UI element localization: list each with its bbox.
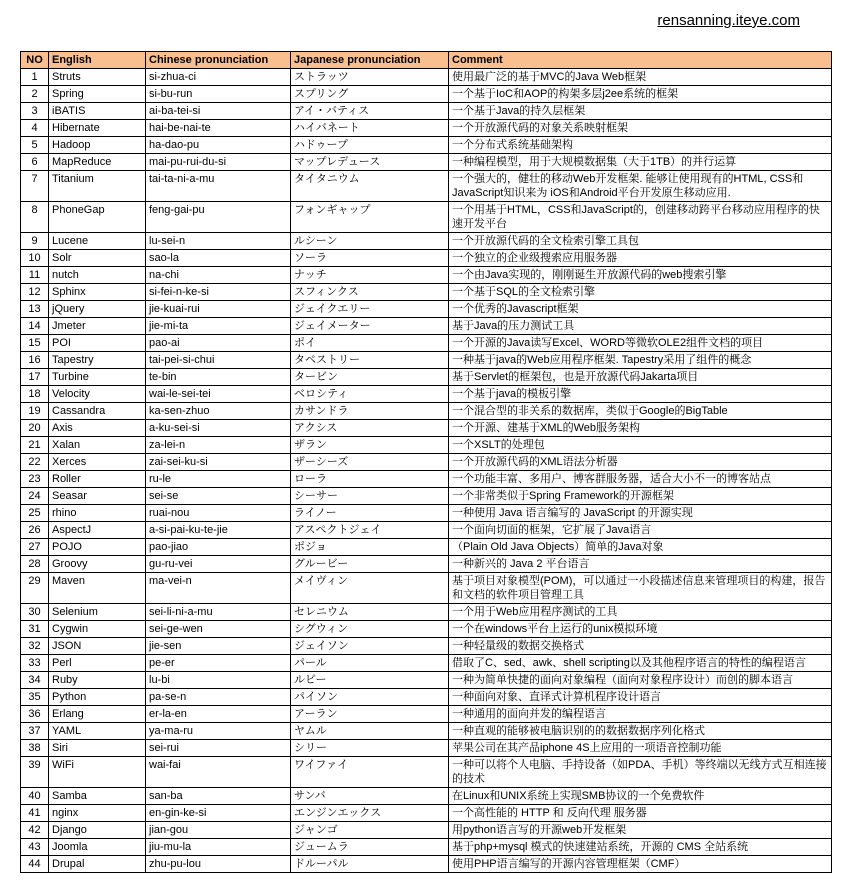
- cell-english: Roller: [49, 471, 146, 488]
- cell-japanese-pronunciation: シリー: [291, 740, 449, 757]
- cell-english: YAML: [49, 723, 146, 740]
- cell-japanese-pronunciation: ヤムル: [291, 723, 449, 740]
- table-row: [21, 573, 832, 604]
- table-row: [21, 556, 832, 573]
- cell-japanese-pronunciation: パール: [291, 655, 449, 672]
- cell-chinese-pronunciation: si-bu-run: [146, 86, 291, 103]
- cell-no: 25: [21, 505, 49, 522]
- cell-chinese-pronunciation: a-ku-sei-si: [146, 420, 291, 437]
- table-row: [21, 805, 832, 822]
- cell-comment: 一个用于Web应用程序测试的工具: [449, 604, 832, 621]
- cell-chinese-pronunciation: sei-li-ni-a-mu: [146, 604, 291, 621]
- cell-chinese-pronunciation: te-bin: [146, 369, 291, 386]
- cell-english: POJO: [49, 539, 146, 556]
- cell-comment: 一个XSLT的处理包: [449, 437, 832, 454]
- cell-no: 16: [21, 352, 49, 369]
- cell-english: Joomla: [49, 839, 146, 856]
- cell-chinese-pronunciation: pao-ai: [146, 335, 291, 352]
- cell-japanese-pronunciation: アスペクトジェイ: [291, 522, 449, 539]
- table-row: [21, 723, 832, 740]
- cell-no: 1: [21, 69, 49, 86]
- site-link[interactable]: rensanning.iteye.com: [657, 12, 800, 29]
- cell-chinese-pronunciation: wai-fai: [146, 757, 291, 788]
- cell-no: 32: [21, 638, 49, 655]
- cell-comment: （Plain Old Java Objects）简单的Java对象: [449, 539, 832, 556]
- cell-japanese-pronunciation: アーラン: [291, 706, 449, 723]
- header-row: [21, 52, 832, 69]
- cell-english: AspectJ: [49, 522, 146, 539]
- cell-chinese-pronunciation: tai-ta-ni-a-mu: [146, 171, 291, 202]
- cell-japanese-pronunciation: ストラッツ: [291, 69, 449, 86]
- cell-no: 38: [21, 740, 49, 757]
- cell-english: rhino: [49, 505, 146, 522]
- cell-chinese-pronunciation: si-fei-n-ke-si: [146, 284, 291, 301]
- cell-japanese-pronunciation: ポジョ: [291, 539, 449, 556]
- table-row: [21, 250, 832, 267]
- cell-english: Solr: [49, 250, 146, 267]
- cell-japanese-pronunciation: ジェイソン: [291, 638, 449, 655]
- table-row: [21, 154, 832, 171]
- cell-chinese-pronunciation: lu-sei-n: [146, 233, 291, 250]
- table-row: [21, 369, 832, 386]
- cell-comment: 一个独立的企业级搜索应用服务器: [449, 250, 832, 267]
- cell-japanese-pronunciation: ライノー: [291, 505, 449, 522]
- cell-no: 26: [21, 522, 49, 539]
- cell-english: nginx: [49, 805, 146, 822]
- cell-chinese-pronunciation: jie-sen: [146, 638, 291, 655]
- cell-no: 30: [21, 604, 49, 621]
- cell-english: Siri: [49, 740, 146, 757]
- table-row: [21, 335, 832, 352]
- table-row: [21, 655, 832, 672]
- cell-no: 3: [21, 103, 49, 120]
- cell-chinese-pronunciation: er-la-en: [146, 706, 291, 723]
- cell-no: 33: [21, 655, 49, 672]
- cell-english: Tapestry: [49, 352, 146, 369]
- cell-comment: 一个用基于HTML，CSS和JavaScript的，创建移动跨平台移动应用程序的快速开发平台: [449, 202, 832, 233]
- cell-chinese-pronunciation: sao-la: [146, 250, 291, 267]
- cell-comment: 一个基于java的模板引擎: [449, 386, 832, 403]
- table-row: [21, 706, 832, 723]
- cell-english: Axis: [49, 420, 146, 437]
- table-row: [21, 505, 832, 522]
- cell-english: Ruby: [49, 672, 146, 689]
- cell-comment: 一个基于Java的持久层框架: [449, 103, 832, 120]
- cell-chinese-pronunciation: san-ba: [146, 788, 291, 805]
- cell-no: 23: [21, 471, 49, 488]
- table-row: [21, 604, 832, 621]
- cell-chinese-pronunciation: mai-pu-rui-du-si: [146, 154, 291, 171]
- table-row: [21, 318, 832, 335]
- cell-comment: 使用PHP语言编写的开源内容管理框架（CMF）: [449, 856, 832, 873]
- table-row: [21, 202, 832, 233]
- cell-no: 13: [21, 301, 49, 318]
- cell-english: Jmeter: [49, 318, 146, 335]
- cell-comment: 使用最广泛的基于MVC的Java Web框架: [449, 69, 832, 86]
- cell-english: JSON: [49, 638, 146, 655]
- cell-no: 34: [21, 672, 49, 689]
- table-row: [21, 788, 832, 805]
- table-row: [21, 352, 832, 369]
- cell-japanese-pronunciation: タペストリー: [291, 352, 449, 369]
- cell-no: 15: [21, 335, 49, 352]
- table-row: [21, 454, 832, 471]
- table-row: [21, 386, 832, 403]
- cell-comment: 一种为简单快捷的面向对象编程（面向对象程序设计）而创的脚本语言: [449, 672, 832, 689]
- cell-no: 39: [21, 757, 49, 788]
- table-row: [21, 539, 832, 556]
- cell-comment: 一个开放源代码的全文检索引擎工具包: [449, 233, 832, 250]
- cell-english: Groovy: [49, 556, 146, 573]
- cell-comment: 一个开放源代码的XML语法分析器: [449, 454, 832, 471]
- cell-english: Struts: [49, 69, 146, 86]
- cell-comment: 基于Java的压力测试工具: [449, 318, 832, 335]
- table-row: [21, 522, 832, 539]
- table-row: [21, 86, 832, 103]
- cell-no: 12: [21, 284, 49, 301]
- cell-comment: 一个开放源代码的对象关系映射框架: [449, 120, 832, 137]
- cell-english: Lucene: [49, 233, 146, 250]
- cell-no: 8: [21, 202, 49, 233]
- cell-no: 5: [21, 137, 49, 154]
- cell-english: Erlang: [49, 706, 146, 723]
- cell-no: 7: [21, 171, 49, 202]
- cell-no: 24: [21, 488, 49, 505]
- cell-comment: 一种使用 Java 语言编写的 JavaScript 的开源实现: [449, 505, 832, 522]
- cell-japanese-pronunciation: ナッチ: [291, 267, 449, 284]
- cell-no: 37: [21, 723, 49, 740]
- cell-comment: 基于php+mysql 模式的快速建站系统，开源的 CMS 全站系统: [449, 839, 832, 856]
- cell-chinese-pronunciation: jiu-mu-la: [146, 839, 291, 856]
- cell-japanese-pronunciation: スプリング: [291, 86, 449, 103]
- cell-no: 22: [21, 454, 49, 471]
- cell-no: 35: [21, 689, 49, 706]
- pronunciation-table: [20, 51, 832, 873]
- cell-chinese-pronunciation: jie-kuai-rui: [146, 301, 291, 318]
- table-row: [21, 672, 832, 689]
- cell-comment: 一种可以将个人电脑、手持设备（如PDA、手机）等终端以无线方式互相连接的技术: [449, 757, 832, 788]
- cell-chinese-pronunciation: wai-le-sei-tei: [146, 386, 291, 403]
- cell-japanese-pronunciation: セレニウム: [291, 604, 449, 621]
- cell-comment: 一个分布式系统基础架构: [449, 137, 832, 154]
- cell-english: Spring: [49, 86, 146, 103]
- table-row: [21, 471, 832, 488]
- cell-japanese-pronunciation: ルビー: [291, 672, 449, 689]
- cell-comment: 用python语言写的开源web开发框架: [449, 822, 832, 839]
- cell-japanese-pronunciation: ルシーン: [291, 233, 449, 250]
- cell-no: 9: [21, 233, 49, 250]
- cell-chinese-pronunciation: pa-se-n: [146, 689, 291, 706]
- cell-chinese-pronunciation: lu-bi: [146, 672, 291, 689]
- table-row: [21, 120, 832, 137]
- table-row: [21, 403, 832, 420]
- table-row: [21, 171, 832, 202]
- table-row: [21, 284, 832, 301]
- cell-no: 21: [21, 437, 49, 454]
- cell-english: Seasar: [49, 488, 146, 505]
- cell-comment: 一个面向切面的框架，它扩展了Java语言: [449, 522, 832, 539]
- table-row: [21, 740, 832, 757]
- cell-no: 44: [21, 856, 49, 873]
- cell-comment: 一种基于java的Web应用程序框架. Tapestry采用了组件的概念: [449, 352, 832, 369]
- table-row: [21, 437, 832, 454]
- cell-english: Cygwin: [49, 621, 146, 638]
- cell-chinese-pronunciation: zhu-pu-lou: [146, 856, 291, 873]
- cell-no: 4: [21, 120, 49, 137]
- cell-no: 20: [21, 420, 49, 437]
- cell-japanese-pronunciation: ハイバネート: [291, 120, 449, 137]
- cell-english: Turbine: [49, 369, 146, 386]
- column-header-chinese-pronunciation: Chinese pronunciation: [146, 52, 291, 69]
- cell-japanese-pronunciation: アイ・バティス: [291, 103, 449, 120]
- cell-no: 28: [21, 556, 49, 573]
- cell-chinese-pronunciation: ru-le: [146, 471, 291, 488]
- table-row: [21, 233, 832, 250]
- cell-english: PhoneGap: [49, 202, 146, 233]
- cell-chinese-pronunciation: gu-ru-vei: [146, 556, 291, 573]
- cell-english: WiFi: [49, 757, 146, 788]
- cell-chinese-pronunciation: tai-pei-si-chui: [146, 352, 291, 369]
- cell-japanese-pronunciation: ソーラ: [291, 250, 449, 267]
- cell-comment: 一个混合型的非关系的数据库，类似于Google的BigTable: [449, 403, 832, 420]
- cell-chinese-pronunciation: ruai-nou: [146, 505, 291, 522]
- cell-chinese-pronunciation: na-chi: [146, 267, 291, 284]
- table-row: [21, 137, 832, 154]
- table-row: [21, 856, 832, 873]
- cell-english: Cassandra: [49, 403, 146, 420]
- cell-no: 2: [21, 86, 49, 103]
- cell-japanese-pronunciation: パイソン: [291, 689, 449, 706]
- cell-japanese-pronunciation: カサンドラ: [291, 403, 449, 420]
- cell-japanese-pronunciation: シグウィン: [291, 621, 449, 638]
- cell-no: 31: [21, 621, 49, 638]
- cell-japanese-pronunciation: ベロシティ: [291, 386, 449, 403]
- cell-english: Sphinx: [49, 284, 146, 301]
- column-header-japanese-pronunciation: Japanese pronunciation: [291, 52, 449, 69]
- cell-english: Drupal: [49, 856, 146, 873]
- cell-english: Velocity: [49, 386, 146, 403]
- cell-english: iBATIS: [49, 103, 146, 120]
- cell-japanese-pronunciation: ローラ: [291, 471, 449, 488]
- cell-comment: 在Linux和UNIX系统上实现SMB协议的一个免费软件: [449, 788, 832, 805]
- cell-chinese-pronunciation: ma-vei-n: [146, 573, 291, 604]
- table-row: [21, 822, 832, 839]
- cell-no: 42: [21, 822, 49, 839]
- cell-chinese-pronunciation: jian-gou: [146, 822, 291, 839]
- cell-japanese-pronunciation: ザラン: [291, 437, 449, 454]
- cell-chinese-pronunciation: ha-dao-pu: [146, 137, 291, 154]
- table-row: [21, 267, 832, 284]
- cell-chinese-pronunciation: ka-sen-zhuo: [146, 403, 291, 420]
- cell-comment: 一个由Java实现的，刚刚诞生开放源代码的web搜索引擎: [449, 267, 832, 284]
- cell-no: 11: [21, 267, 49, 284]
- cell-chinese-pronunciation: ai-ba-tei-si: [146, 103, 291, 120]
- cell-chinese-pronunciation: a-si-pai-ku-te-jie: [146, 522, 291, 539]
- cell-comment: 一种直观的能够被电脑识别的的数据数据序列化格式: [449, 723, 832, 740]
- column-header-english: English: [49, 52, 146, 69]
- cell-japanese-pronunciation: ワイファイ: [291, 757, 449, 788]
- cell-no: 27: [21, 539, 49, 556]
- cell-english: Maven: [49, 573, 146, 604]
- column-header-no: NO: [21, 52, 49, 69]
- cell-chinese-pronunciation: en-gin-ke-si: [146, 805, 291, 822]
- cell-chinese-pronunciation: pe-er: [146, 655, 291, 672]
- cell-no: 41: [21, 805, 49, 822]
- cell-english: Samba: [49, 788, 146, 805]
- table-row: [21, 420, 832, 437]
- cell-no: 40: [21, 788, 49, 805]
- cell-english: jQuery: [49, 301, 146, 318]
- table-row: [21, 69, 832, 86]
- cell-english: nutch: [49, 267, 146, 284]
- table-row: [21, 689, 832, 706]
- cell-no: 14: [21, 318, 49, 335]
- cell-english: Xerces: [49, 454, 146, 471]
- table-row: [21, 839, 832, 856]
- cell-comment: 基于项目对象模型(POM)，可以通过一小段描述信息来管理项目的构建，报告和文档的软件项目管理工具: [449, 573, 832, 604]
- cell-japanese-pronunciation: ドルーパル: [291, 856, 449, 873]
- table-body: [21, 69, 832, 873]
- cell-comment: 一个优秀的Javascript框架: [449, 301, 832, 318]
- cell-no: 17: [21, 369, 49, 386]
- cell-japanese-pronunciation: ザーシーズ: [291, 454, 449, 471]
- cell-comment: 借取了C、sed、awk、shell scripting以及其他程序语言的特性的编程语言: [449, 655, 832, 672]
- cell-comment: 一种编程模型，用于大规模数据集（大于1TB）的并行运算: [449, 154, 832, 171]
- cell-japanese-pronunciation: エンジンエックス: [291, 805, 449, 822]
- cell-japanese-pronunciation: シーサー: [291, 488, 449, 505]
- table-row: [21, 488, 832, 505]
- cell-no: 10: [21, 250, 49, 267]
- cell-comment: 一个开源的Java读写Excel、WORD等微软OLE2组件文档的项目: [449, 335, 832, 352]
- cell-japanese-pronunciation: スフィンクス: [291, 284, 449, 301]
- cell-comment: 苹果公司在其产品iphone 4S上应用的一项语音控制功能: [449, 740, 832, 757]
- cell-chinese-pronunciation: sei-se: [146, 488, 291, 505]
- cell-japanese-pronunciation: アクシス: [291, 420, 449, 437]
- cell-no: 43: [21, 839, 49, 856]
- cell-no: 36: [21, 706, 49, 723]
- cell-english: Xalan: [49, 437, 146, 454]
- cell-english: Perl: [49, 655, 146, 672]
- cell-comment: 一种通用的面向并发的编程语言: [449, 706, 832, 723]
- cell-english: Django: [49, 822, 146, 839]
- cell-comment: 一个强大的，健壮的移动Web开发框架. 能够让使用现有的HTML, CSS和JavaScript知识来为 iOS和Android平台开发原生移动应用.: [449, 171, 832, 202]
- table-header: [21, 52, 832, 69]
- cell-comment: 一个高性能的 HTTP 和 反向代理 服务器: [449, 805, 832, 822]
- table-row: [21, 757, 832, 788]
- cell-english: Selenium: [49, 604, 146, 621]
- table-row: [21, 103, 832, 120]
- cell-no: 19: [21, 403, 49, 420]
- table-row: [21, 621, 832, 638]
- cell-english: Hibernate: [49, 120, 146, 137]
- cell-japanese-pronunciation: ジュームラ: [291, 839, 449, 856]
- cell-comment: 一种新兴的 Java 2 平台语言: [449, 556, 832, 573]
- cell-comment: 基于Servlet的框架包，也是开放源代码Jakarta项目: [449, 369, 832, 386]
- cell-comment: 一个开源、建基于XML的Web服务架构: [449, 420, 832, 437]
- cell-no: 29: [21, 573, 49, 604]
- cell-japanese-pronunciation: タイタニウム: [291, 171, 449, 202]
- cell-chinese-pronunciation: pao-jiao: [146, 539, 291, 556]
- cell-chinese-pronunciation: si-zhua-ci: [146, 69, 291, 86]
- cell-chinese-pronunciation: za-lei-n: [146, 437, 291, 454]
- cell-japanese-pronunciation: フォンギャップ: [291, 202, 449, 233]
- cell-comment: 一种轻量级的数据交换格式: [449, 638, 832, 655]
- cell-japanese-pronunciation: マップレデュース: [291, 154, 449, 171]
- cell-japanese-pronunciation: グルービー: [291, 556, 449, 573]
- cell-japanese-pronunciation: ジャンゴ: [291, 822, 449, 839]
- cell-english: Titanium: [49, 171, 146, 202]
- cell-comment: 一个基于SQL的全文检索引擎: [449, 284, 832, 301]
- cell-comment: 一个功能丰富、多用户、博客群服务器，适合大小不一的博客站点: [449, 471, 832, 488]
- cell-comment: 一种面向对象、直译式计算机程序设计语言: [449, 689, 832, 706]
- cell-japanese-pronunciation: ポイ: [291, 335, 449, 352]
- cell-chinese-pronunciation: zai-sei-ku-si: [146, 454, 291, 471]
- table-row: [21, 638, 832, 655]
- cell-english: Python: [49, 689, 146, 706]
- cell-chinese-pronunciation: ya-ma-ru: [146, 723, 291, 740]
- cell-japanese-pronunciation: メイヴィン: [291, 573, 449, 604]
- cell-chinese-pronunciation: sei-ge-wen: [146, 621, 291, 638]
- cell-no: 6: [21, 154, 49, 171]
- cell-comment: 一个在windows平台上运行的unix模拟环境: [449, 621, 832, 638]
- cell-chinese-pronunciation: hai-be-nai-te: [146, 120, 291, 137]
- cell-no: 18: [21, 386, 49, 403]
- topbar: [0, 0, 850, 30]
- cell-chinese-pronunciation: feng-gai-pu: [146, 202, 291, 233]
- cell-english: MapReduce: [49, 154, 146, 171]
- cell-english: Hadoop: [49, 137, 146, 154]
- cell-japanese-pronunciation: タービン: [291, 369, 449, 386]
- cell-comment: 一个非常类似于Spring Framework的开源框架: [449, 488, 832, 505]
- cell-japanese-pronunciation: ジェイクエリー: [291, 301, 449, 318]
- cell-chinese-pronunciation: sei-rui: [146, 740, 291, 757]
- cell-comment: 一个基于IoC和AOP的构架多层j2ee系统的框架: [449, 86, 832, 103]
- cell-chinese-pronunciation: jie-mi-ta: [146, 318, 291, 335]
- cell-japanese-pronunciation: ハドゥープ: [291, 137, 449, 154]
- cell-japanese-pronunciation: ジェイメーター: [291, 318, 449, 335]
- cell-english: POI: [49, 335, 146, 352]
- table-row: [21, 301, 832, 318]
- cell-japanese-pronunciation: サンバ: [291, 788, 449, 805]
- column-header-comment: Comment: [449, 52, 832, 69]
